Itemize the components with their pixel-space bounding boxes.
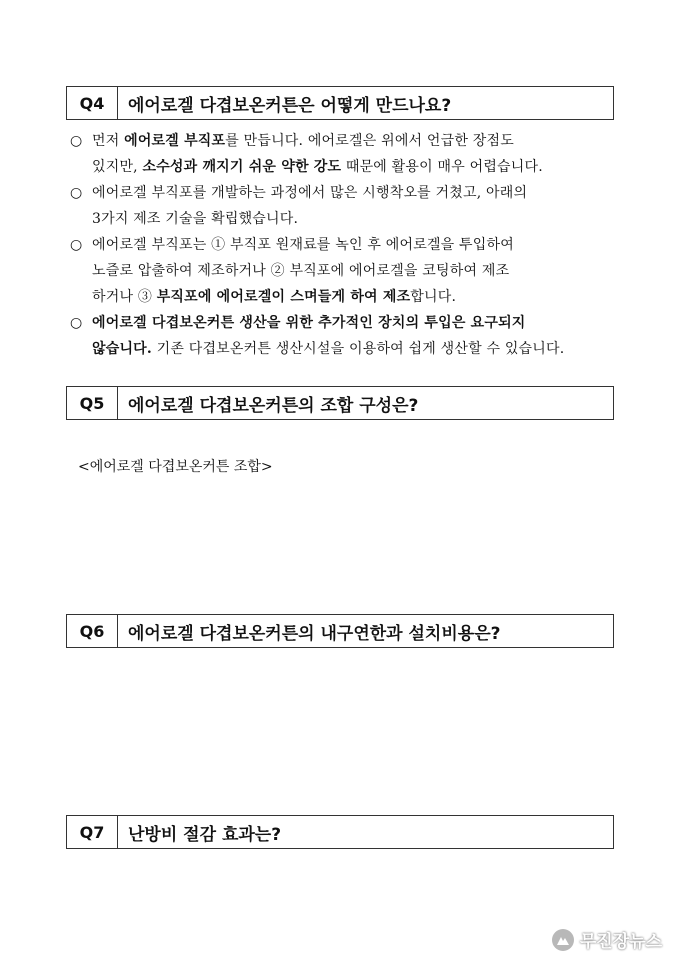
q4-bullets	[70, 128, 615, 362]
q5-number: Q5	[67, 387, 118, 419]
q7-header	[66, 815, 614, 849]
q6-title: 에어로겔 다겹보온커튼의 내구연한과 설치비용은?	[128, 623, 501, 644]
q5-header	[66, 386, 614, 420]
q5-title: 에어로겔 다겹보온커튼의 조합 구성은?	[128, 395, 419, 416]
q7-title: 난방비 절감 효과는?	[128, 824, 282, 845]
q7-number: Q7	[67, 816, 118, 848]
q5-subtitle: <에어로겔 다겹보온커튼 조합>	[78, 459, 273, 475]
bullet-circle-icon: ○	[70, 133, 83, 149]
watermark-text: 무진장뉴스	[579, 932, 662, 952]
text-line: ○ 에어로겔 부직포는 ① 부직포 원재료를 녹인 후 에어로겔을 투입하여	[70, 232, 615, 258]
text-line: 노즐로 압출하여 제조하거나 ② 부직포에 에어로겔을 코팅하여 제조	[92, 263, 510, 279]
bullet-circle-icon: ○	[70, 315, 83, 331]
text-line: 있지만, 소수성과 깨지기 쉬운 약한 강도 때문에 활용이 매우 어렵습니다.	[92, 159, 543, 175]
watermark	[552, 927, 662, 952]
text-line: ○ 에어로겔 다겹보온커튼 생산을 위한 추가적인 장치의 투입은 요구되지	[70, 310, 615, 336]
text-line: ○ 에어로겔 부직포를 개발하는 과정에서 많은 시행착오를 거쳤고, 아래의	[70, 180, 615, 206]
text-line: 않습니다. 기존 다겹보온커튼 생산시설을 이용하여 쉽게 생산할 수 있습니다.	[92, 341, 565, 357]
news-logo-icon	[552, 929, 574, 951]
bullet-circle-icon: ○	[70, 237, 83, 253]
text-line: 하거나 ③ 부직포에 에어로겔이 스며들게 하여 제조합니다.	[92, 289, 457, 305]
bullet-circle-icon: ○	[70, 185, 83, 201]
q6-number: Q6	[67, 615, 118, 647]
text-line: 3가지 제조 기술을 확립했습니다.	[92, 211, 299, 227]
q4-header	[66, 86, 614, 120]
q4-number: Q4	[67, 87, 118, 119]
text-line: ○ 먼저 에어로겔 부직포를 만듭니다. 에어로겔은 위에서 언급한 장점도	[70, 128, 615, 154]
q6-header	[66, 614, 614, 648]
q4-title: 에어로겔 다겹보온커튼은 어떻게 만드나요?	[128, 95, 452, 116]
